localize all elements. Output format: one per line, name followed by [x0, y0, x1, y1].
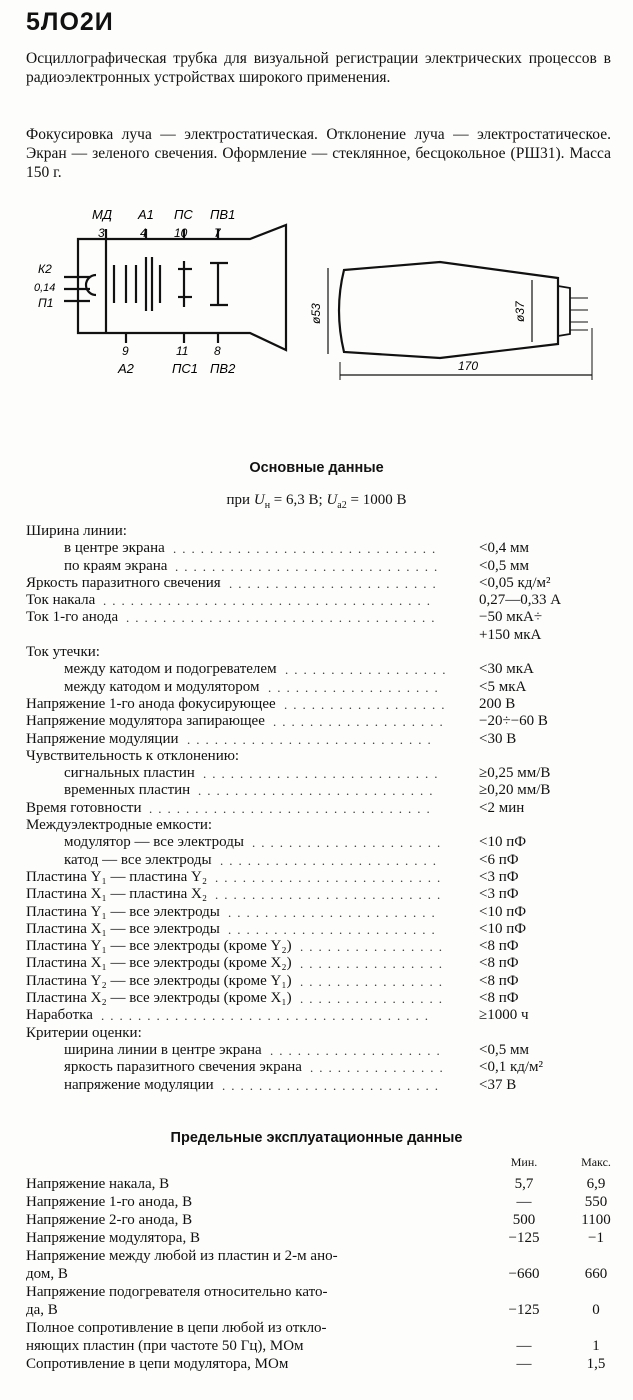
row-label: в центре экрана — [64, 540, 165, 557]
limits-min: −125 — [508, 1302, 540, 1318]
row-value: <8 пФ — [479, 972, 519, 989]
leader-dots: ................... — [273, 714, 449, 730]
leader-dots: .................................... — [101, 1008, 434, 1024]
row-value: <10 пФ — [479, 920, 527, 937]
row-value: ≥1000 ч — [479, 1007, 529, 1024]
label-ps1: ПС1 — [172, 361, 199, 376]
row-label: Яркость паразитного свечения — [26, 574, 221, 591]
limits-row — [26, 1229, 616, 1247]
limits-max: 1 — [592, 1338, 600, 1354]
limits-table — [26, 1155, 616, 1373]
row-value: −20÷−60 В — [479, 713, 548, 730]
row-label: между катодом и подогревателем — [64, 661, 277, 678]
limits-row — [26, 1319, 616, 1337]
row-value: 0,27—0,33 А — [479, 592, 562, 609]
row-label: катод — все электроды — [64, 851, 212, 868]
limits-label: дом, В — [26, 1266, 68, 1282]
table-row — [26, 1059, 616, 1076]
limits-row — [26, 1247, 616, 1265]
uh-value: = 6,3 В; — [273, 492, 323, 508]
row-label: Время готовности — [26, 799, 142, 816]
leader-dots: ................ — [300, 973, 448, 989]
row-value: <0,5 мм — [479, 557, 529, 574]
limits-title: Предельные эксплуатационные данные — [170, 1130, 463, 1146]
row-value: +150 мкА — [479, 626, 542, 643]
table-row — [26, 731, 616, 748]
table-row — [26, 713, 616, 730]
row-value: <3 пФ — [479, 886, 519, 903]
row-value: <37 В — [479, 1076, 517, 1093]
row-label: Пластина X₁ — все электроды (кроме X₂) — [26, 955, 292, 972]
row-label: Напряжение модуляции — [26, 730, 179, 747]
limits-min: 5,7 — [514, 1176, 534, 1192]
table-row — [26, 1077, 616, 1094]
table-row — [26, 852, 616, 869]
limits-min: — — [516, 1338, 532, 1354]
pin-7: 7 — [214, 226, 221, 240]
row-label: Пластина X₂ — все электроды (кроме X₁) — [26, 990, 292, 1007]
row-value: ≥0,25 мм/В — [479, 765, 551, 782]
row-value: <8 пФ — [479, 938, 519, 955]
uh-symbol: U — [253, 492, 265, 508]
pin-schematic — [34, 205, 314, 380]
row-label: Междуэлектродные емкости: — [26, 817, 213, 834]
row-label: Ширина линии: — [26, 523, 127, 539]
limits-label: Полное сопротивление в цепи любой из откло- — [26, 1320, 327, 1336]
table-row — [26, 817, 616, 834]
table-row — [26, 800, 616, 817]
row-value: <3 пФ — [479, 868, 519, 885]
pin-11: 11 — [176, 344, 189, 358]
table-row — [26, 869, 616, 886]
label-md: МД — [92, 207, 112, 222]
limits-label: Напряжение подогревателя относительно като- — [26, 1284, 328, 1300]
table-row — [26, 679, 616, 696]
leader-dots: ................... — [268, 679, 444, 695]
table-row — [26, 575, 616, 592]
row-label: яркость паразитного свечения экрана — [64, 1059, 302, 1076]
limits-row — [26, 1265, 616, 1283]
pin-4: 4 — [140, 226, 147, 240]
row-value: <0,05 кд/м² — [479, 574, 551, 591]
leader-dots: ................ — [300, 939, 448, 955]
table-row — [26, 955, 616, 972]
table-row — [26, 644, 616, 661]
leader-dots: ............................... — [149, 800, 436, 816]
leader-dots: .......................... — [198, 783, 439, 799]
row-label: Пластина X₁ — все электроды — [26, 920, 220, 937]
label-pv1: ПВ1 — [210, 207, 236, 222]
limits-row — [26, 1283, 616, 1301]
row-label: сигнальных пластин — [64, 765, 195, 782]
intro-paragraph: Осциллографическая трубка для визуальной регистрации электрических процессов в радиоэлектронных устройствах широкого применения. — [26, 50, 611, 86]
table-row — [26, 609, 616, 626]
row-value: −50 мкА÷ — [479, 609, 543, 626]
leader-dots: .................. — [284, 696, 451, 712]
table-row — [26, 558, 616, 575]
row-label: Наработка — [26, 1007, 93, 1024]
label-k2: К2 — [38, 262, 52, 276]
label-014: 0,14 — [34, 282, 56, 294]
row-value: 200 В — [479, 695, 516, 712]
row-value: <10 пФ — [479, 903, 527, 920]
leader-dots: .................................. — [126, 610, 441, 626]
leader-dots: ........................ — [222, 1077, 444, 1093]
row-label: Критерии оценки: — [26, 1024, 142, 1041]
leader-dots: ......................... — [215, 887, 447, 903]
limits-row — [26, 1355, 616, 1373]
label-a1: А1 — [138, 207, 154, 222]
limits-label: да, В — [26, 1302, 58, 1318]
limits-max: 1,5 — [586, 1356, 606, 1372]
leader-dots: ................... — [270, 1042, 446, 1058]
dim-diam-small: ø37 — [513, 301, 527, 322]
ua-sub: а2 — [337, 500, 347, 511]
table-row — [26, 1007, 616, 1024]
row-label: Напряжение 1-го анода фокусирующее — [26, 695, 276, 712]
limits-label: Напряжение между любой из пластин и 2-м ано- — [26, 1248, 338, 1264]
table-row — [26, 990, 616, 1007]
label-pv2: ПВ2 — [210, 361, 236, 376]
ua-symbol: U — [326, 492, 338, 508]
limits-label: Сопротивление в цепи модулятора, МОм — [26, 1356, 289, 1372]
table-row — [26, 765, 616, 782]
row-label: между катодом и модулятором — [64, 678, 260, 695]
dim-diam-large: ø53 — [309, 303, 323, 324]
specs-paragraph: Фокусировка луча — электростатическая. Отклонение луча — электростатическое. Экран — зеленого свечения. Оформление — стеклянное, бесцокольное (РШ31). Масса 150 г. — [26, 126, 611, 181]
table-row — [26, 921, 616, 938]
limits-row — [26, 1193, 616, 1211]
limits-label: Напряжение модулятора, В — [26, 1230, 200, 1246]
row-value: <5 мкА — [479, 678, 527, 695]
table-row — [26, 748, 616, 765]
row-value: ≥0,20 мм/В — [479, 782, 551, 799]
outline-drawing — [300, 258, 610, 388]
label-ps: ПС — [174, 207, 193, 222]
row-value: <0,5 мм — [479, 1041, 529, 1058]
tube-title: 5ЛО2И — [26, 8, 114, 36]
leader-dots: ....................... — [228, 904, 441, 920]
min-header: Мин. — [510, 1155, 538, 1169]
limits-label: няющих пластин (при частоте 50 Гц), МОм — [26, 1338, 304, 1354]
leader-dots: .......................... — [203, 766, 444, 782]
row-label: модулятор — все электроды — [64, 834, 244, 851]
limits-max: 0 — [592, 1302, 600, 1318]
pin-8: 8 — [214, 344, 221, 358]
row-label: Ток утечки: — [26, 644, 100, 661]
pin-3: 3 — [98, 226, 105, 240]
row-label: Ток накала — [26, 592, 96, 609]
leader-dots: ..................... — [252, 835, 447, 851]
table-row — [26, 696, 616, 713]
limits-max: 1100 — [581, 1212, 611, 1228]
row-value: <0,4 мм — [479, 540, 529, 557]
row-label: Ток 1-го анода — [26, 609, 119, 626]
row-label: временных пластин — [64, 782, 191, 799]
row-label: напряжение модуляции — [64, 1076, 214, 1093]
limits-max: −1 — [588, 1230, 604, 1246]
table-row — [26, 1042, 616, 1059]
table-row — [26, 661, 616, 678]
leader-dots: ................ — [300, 991, 448, 1007]
row-label: по краям экрана — [64, 557, 168, 574]
leader-dots: ....................... — [228, 921, 441, 937]
pin-10: 10 — [174, 226, 188, 240]
ua-value: = 1000 В — [350, 492, 407, 508]
row-label: Пластина Y₂ — все электроды (кроме Y₁) — [26, 972, 292, 989]
max-header: Макс. — [581, 1155, 611, 1169]
limits-max: 660 — [584, 1266, 608, 1282]
limits-max: 550 — [584, 1194, 608, 1210]
table-row — [26, 904, 616, 921]
table-row — [26, 627, 616, 644]
row-label: Чувствительность к отклонению: — [26, 747, 240, 764]
table-row — [26, 782, 616, 799]
leader-dots: ................ — [300, 956, 448, 972]
row-label: Пластина X₁ — пластина X₂ — [26, 886, 208, 903]
dim-length: 170 — [458, 359, 479, 373]
row-value: <6 пФ — [479, 851, 519, 868]
limits-min: 500 — [512, 1212, 536, 1228]
conditions-line — [0, 492, 633, 511]
leader-dots: .................................... — [103, 593, 436, 609]
limits-min: −660 — [508, 1266, 540, 1282]
table-row — [26, 540, 616, 557]
table-row — [26, 886, 616, 903]
row-label: Напряжение модулятора запирающее — [26, 713, 265, 730]
table-row — [26, 938, 616, 955]
limits-row — [26, 1211, 616, 1229]
label-p1: П1 — [38, 296, 54, 310]
row-label: Пластина Y₁ — все электроды — [26, 903, 220, 920]
leader-dots: ............................. — [175, 558, 444, 574]
table-row — [26, 1025, 616, 1042]
limits-min: −125 — [508, 1230, 540, 1246]
pin-9: 9 — [122, 344, 129, 358]
leader-dots: ............................. — [173, 541, 442, 557]
row-value: <8 пФ — [479, 955, 519, 972]
row-label: ширина линии в центре экрана — [64, 1041, 262, 1058]
leader-dots: ........................ — [220, 852, 442, 868]
table-row — [26, 973, 616, 990]
table-row — [26, 523, 616, 540]
limits-row — [26, 1337, 616, 1355]
limits-header — [26, 1155, 616, 1175]
limits-min: — — [516, 1194, 532, 1210]
limits-max: 6,9 — [586, 1176, 606, 1192]
uh-sub: н — [264, 500, 271, 511]
row-value: <8 пФ — [479, 990, 519, 1007]
limits-row — [26, 1175, 616, 1193]
main-data-title: Основные данные — [249, 460, 384, 476]
leader-dots: .................. — [285, 662, 452, 678]
row-label: Пластина Y₁ — все электроды (кроме Y₂) — [26, 938, 292, 955]
leader-dots: ......................... — [215, 869, 447, 885]
leader-dots: ........................... — [187, 731, 437, 747]
row-label: Пластина Y₁ — пластина Y₂ — [26, 868, 208, 885]
leader-dots: ....................... — [229, 575, 442, 591]
limits-label: Напряжение накала, В — [26, 1176, 170, 1192]
row-value: <10 пФ — [479, 834, 527, 851]
row-value: <2 мин — [479, 799, 525, 816]
row-value: <30 мкА — [479, 661, 534, 678]
label-a2: А2 — [118, 361, 134, 376]
row-value: <30 В — [479, 730, 517, 747]
limits-row — [26, 1301, 616, 1319]
limits-label: Напряжение 1-го анода, В — [26, 1194, 193, 1210]
main-data-table — [26, 523, 616, 1094]
row-value: <0,1 кд/м² — [479, 1059, 544, 1076]
table-row — [26, 834, 616, 851]
table-row — [26, 592, 616, 609]
leader-dots: ............... — [310, 1060, 449, 1076]
limits-label: Напряжение 2-го анода, В — [26, 1212, 193, 1228]
limits-min: — — [516, 1356, 532, 1372]
conditions-prefix: при — [226, 492, 251, 508]
